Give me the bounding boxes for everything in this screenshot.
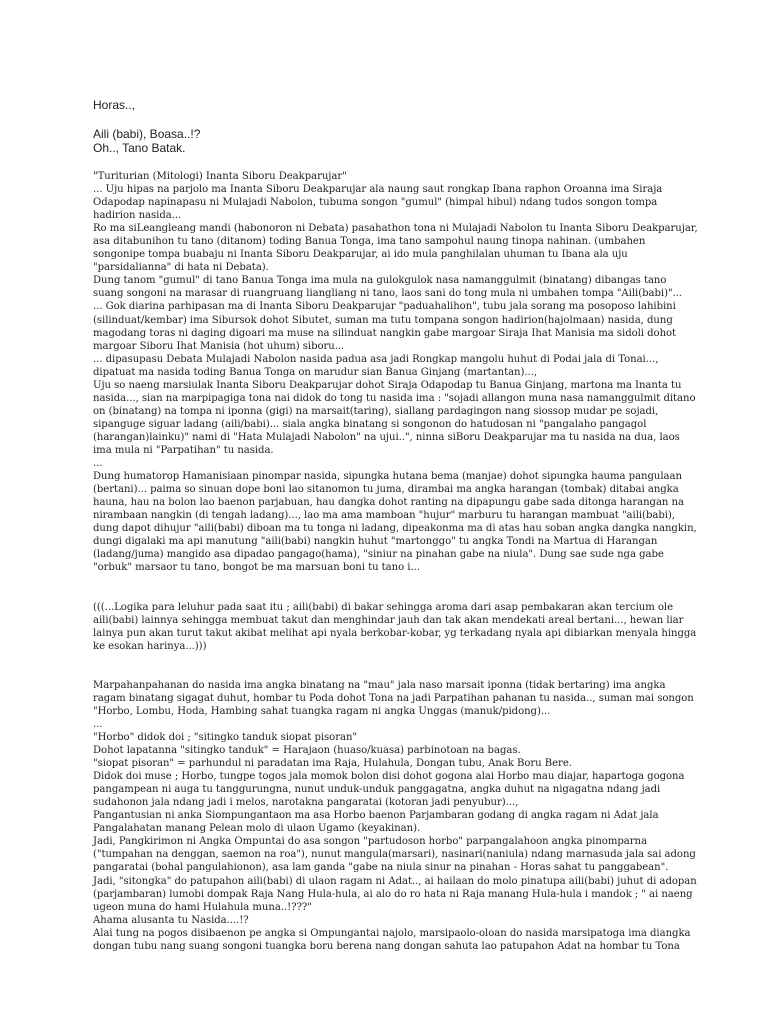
paragraph-logic-note: (((...Logika para leluhur pada saat itu ; aili(babi) di bakar sehingga aroma dari asap pembakaran akan tercium ole aili(babi) lainnya sehingga membuat takut dan menghindar jauh dan tak akan mendekati areal bertani..., hewan liar lainya pun akan turut takut akibat melihat api nyala berkobar-kobar, yg terkadang nyala api dibiarkan menyala hingga ke esokan harinya...))) [93,601,700,652]
paragraph-livestock: Marpahanpahanan do nasida ima angka binatang na "mau" jala naso marsait iponna (tidak bertaring) ima angka ragam binatang sigagat duhut, hombar tu Poda dohot Tona na jadi Parpatihan pahanan tu nasida.., suman mai songon "Horbo, Lombu, Hoda, Hambing sahat tuangka ragam ni angka Unggas (manuk/pidong)... ... "Horbo" didok doi ; "sitingko tanduk siopat pisoran" Dohot lapatanna "sitingko tanduk" = Harajaon (huaso/kuasa) parbinotoan na bagas. "siopat pisoran" = parhundul ni paradatan ima Raja, Hulahula, Dongan tubu, Anak Boru Bere. Didok doi muse ; Horbo, tungpe togos jala momok bolon disi dohot gogona alai Horbo mau diajar, hapartoga gogona pangampean ni auga tu tanggurungna, nunut unduk-unduk panggagatna, angka duhut na nigagatna ndang jadi sudahonon jala ndang jadi i melos, narotakna pangaratai (kotoran jadi penyubur)..., Pangantusian ni anka Siompungantaon ma asa Horbo baenon Parjambaran godang di angka ragam ni Adat jala Pangalahatan manang Pelean molo di ulaon Ugamo (keyakinan). Jadi, Pangkirimon ni Angka Ompuntai do asa songon "partudoson horbo" parpangalahoon angka pinomparna ("tumpahan na denggan, saemon na roa"), nunut mangula(marsari), nasinari(naniula) ndang marnasuda jala sai adong pangaratai (bohal pangulahionon), asa lam ganda "gabe na niula sinur na pinahan - Horas sahat tu panggabean". Jadi, "sitongka" do patupahon aili(babi) di ulaon ragam ni Adat.., ai hailaan do molo pinatupa aili(babi) juhut di adopan (parjambaran) lumobi dompak Raja Nang Hula-hula, ai alo do ro hata ni Raja manang Hula-hula i mandok ; " ai naeng ugeon muna do hami Hulahula muna..!???" Ahama alusanta tu Nasida....!? Alai tung na pogos disibaenon pe angka si Ompungantai najolo, marsipaolo-oloan do nasida marsipatoga ima diangka dongan tubu nang suang songoni tuangka boru berena nang dongan sahuta lao patupahon Adat na hombar tu Tona [93,679,697,952]
spacer [93,653,699,666]
spacer [93,666,699,679]
spacer [93,113,693,127]
greeting: Horas.., [93,98,136,112]
document-title-line-1: Aili (babi), Boasa..!? [93,126,201,141]
spacer [93,574,699,587]
paragraph-mythology: "Turiturian (Mitologi) Inanta Siboru Deakparujar" ... Uju hipas na parjolo ma Inanta Siboru Deakparujar ala naung saut rongkap Ibana raphon Oroanna ima Siraja Odapodap napinapasu ni Mulajadi Nabolon, tubuma songon "gumul" (himpal hibul) ndang tudos songon tompa hadirion nasida... Ro ma siLeangleang mandi (habonoron ni Debata) pasahathon tona ni Mulajadi Nabolon tu Inanta Siboru Deakparujar, asa ditabunihon tu tano (ditanom) toding Banua Tonga, ima tano sampohul naung tinopa nahinan. (umbahen songonipe tompa buabaju ni Inanta Siboru Deakparujar, ai ido mula panghilalan uhuman tu Ibana ala uju "parsidalianna" di hata ni Debata). Dung tanom "gumul" di tano Banua Tonga ima mula na gulokgulok nasa namanggulmit (binatang) dibangas tano suang songoni na marasar di ruangruang liangliang ni tano, laos sani do tong mula ni umbahen tompa "Aili(babi)"... ... Gok diarina parhipasan ma di Inanta Siboru Deakparujar "paduahalihon", tubu jala sorang ma posoposo lahibini (silinduat/kembar) ima Sibursok dohot Sibutet, suman ma tutu tompana songon hadirion(hajolmaan) nasida, dung magodang toras ni daging digoari ma muse na silinduat nangkin gabe margoar Siraja Ihat Manisia ma sidoli dohot margoar Siboru Ihat Manisia (hot uhum) siboru... ... dipasupasu Debata Mulajadi Nabolon nasida padua asa jadi Rongkap mangolu huhut di Podai jala di Tonai..., dipatuat ma nasida toding Banua Tonga on marudur sian Banua Ginjang (martantan)..., Uju so naeng marsiulak Inanta Siboru Deakparujar dohot Siraja Odapodap tu Banua Ginjang, martona ma Inanta tu nasida..., sian na marpipagiga tona nai didok do tong tu nasida ima : "sojadi allangon muna nasa namanggulmit ditano on (binatang) na tompa ni iponna (gigi) na marsait(taring), siallang pardagingon nang siossop mudar pe sojadi, sipanguge siguar ladang (aili/babi)... siala angka binatang si songonon do hatudosan ni "pangalaho pangagol (harangan)lainku)" nami di "Hata Mulajadi Nabolon" na ujui..", ninna siBoru Deakparujar ma tu nasida na dua, laos ima mula ni "Parpatihan" tu nasida. ... Dung humatorop Hamanisiaan pinompar nasida, sipungka hutana bema (manjae) dohot sipungka hauma pangulaan (bertani)... paima so sinuan dope boni lao sitanomon tu juma, dirambai ma angka harangan (tombak) ditabai angka hauna, hau na bolon lao baenon parjabuan, hau dangka dohot ranting na dipapungu gabe sada ditonga harangan na nirambaan nangkin (di tengah ladang)..., lao ma ama mamboan "hujur" marburu tu harangan mambuat "aili(babi), dung dapot dihujur "aili(babi) diboan ma tu tonga ni ladang, dipeakonma ma di atas hau soban angka dangka nangkin, dungi digalaki ma api manutung "aili(babi) nangkin huhut "martonggo" tu angka Tondi na Martua di Harangan (ladang/juma) mangido asa dipadao pangago(hama), "siniur na pinahan gabe na niula". Dung sae sude nga gabe "orbuk" marsaor tu tano, bongot be ma marsuan boni tu tano i... [93,171,698,574]
document-title-line-2: Oh.., Tano Batak. [93,141,186,155]
spacer [93,588,699,601]
document-header [93,98,693,156]
document-body [93,170,699,953]
